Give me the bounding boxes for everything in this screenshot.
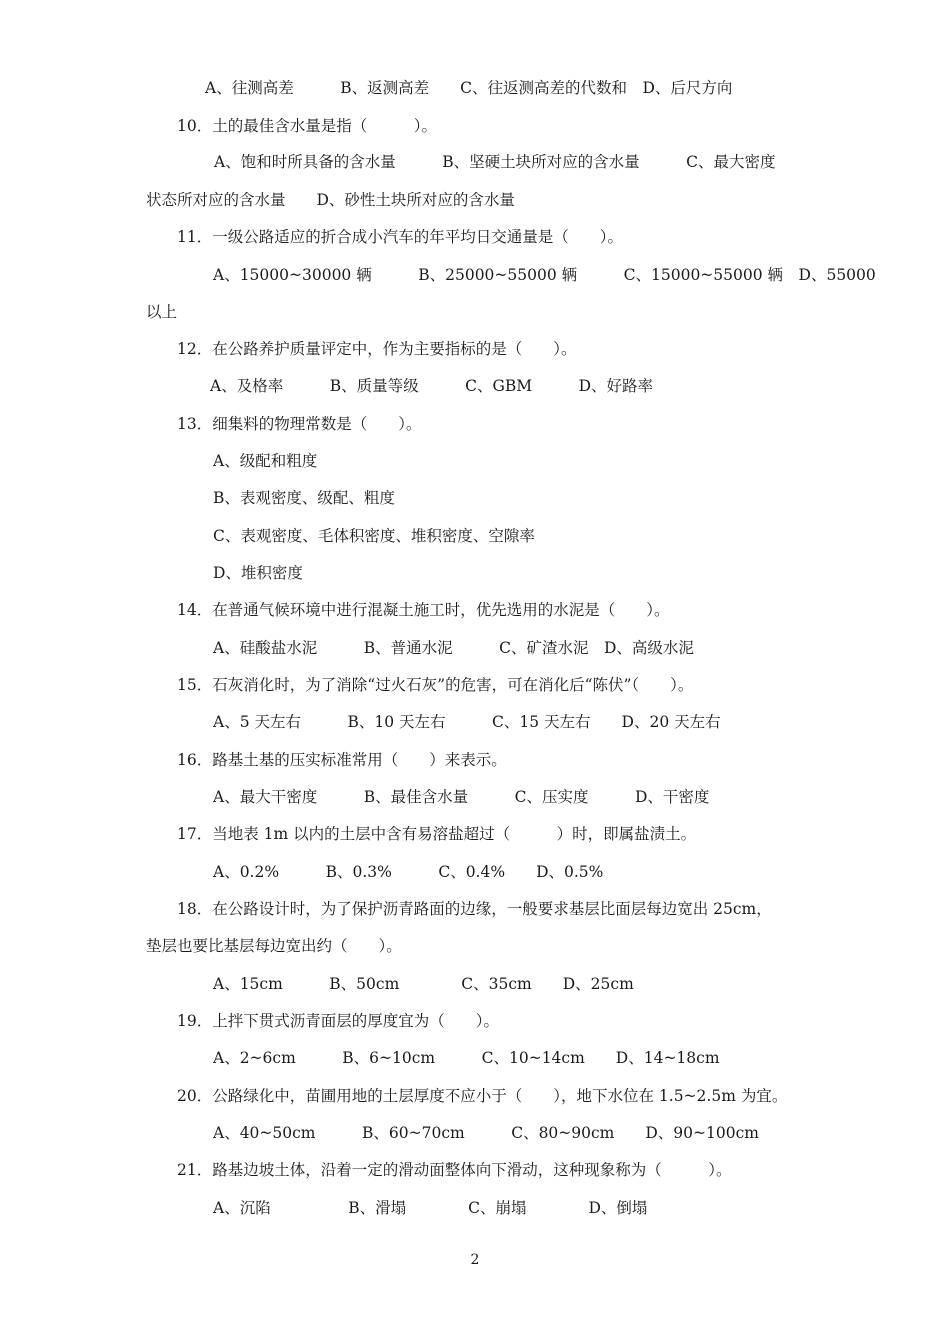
q13-option-b: B、表观密度、级配、粗度 [213, 489, 395, 507]
q21-question: 21．路基边坡土体，沿着一定的滑动面整体向下滑动，这种现象称为（ ）。 [177, 1161, 732, 1179]
q15-options: A、5 天左右 B、10 天左右 C、15 天左右 D、20 天左右 [213, 713, 721, 731]
q11-question: 11．一级公路适应的折合成小汽车的年平均日交通量是（ ）。 [177, 228, 623, 246]
q17-options: A、0.2% B、0.3% C、0.4% D、0.5% [213, 863, 604, 881]
q13-question: 13．细集料的物理常数是（ ）。 [177, 415, 422, 433]
q12-options: A、及格率 B、质量等级 C、GBM D、好路率 [210, 377, 654, 395]
q18-question-line2: 垫层也要比基层每边宽出约（ ）。 [146, 937, 402, 955]
q13-option-a: A、级配和粗度 [213, 452, 318, 470]
page-number: 2 [470, 1252, 480, 1268]
q16-options: A、最大干密度 B、最佳含水量 C、压实度 D、干密度 [213, 788, 710, 806]
q20-question: 20．公路绿化中，苗圃用地的土层厚度不应小于（ ），地下水位在 1.5~2.5m 为宜。 [177, 1087, 788, 1105]
q18-question-line1: 18．在公路设计时，为了保护沥青路面的边缘，一般要求基层比面层每边宽出 25cm， [177, 900, 772, 918]
q15-question: 15．石灰消化时，为了消除“过火石灰”的危害，可在消化后“陈伏”（ ）。 [177, 676, 694, 694]
q11-options-line2: 以上 [146, 303, 178, 321]
q10-options-line1: A、饱和时所具备的含水量 B、坚硬土块所对应的含水量 C、最大密度 [214, 153, 776, 171]
q12-question: 12．在公路养护质量评定中，作为主要指标的是（ ）。 [177, 340, 577, 358]
q9-options: A、往测高差 B、返测高差 C、往返测高差的代数和 D、后尺方向 [205, 79, 733, 97]
q14-options: A、硅酸盐水泥 B、普通水泥 C、矿渣水泥 D、高级水泥 [213, 639, 694, 657]
q20-options: A、40~50cm B、60~70cm C、80~90cm D、90~100cm [213, 1124, 759, 1142]
q10-options-line2: 状态所对应的含水量 D、砂性土块所对应的含水量 [146, 191, 515, 209]
q19-question: 19．上拌下贯式沥青面层的厚度宜为（ ）。 [177, 1012, 499, 1030]
q21-options: A、沉陷 B、滑塌 C、崩塌 D、倒塌 [213, 1199, 648, 1217]
q16-question: 16．路基土基的压实标准常用（ ）来表示。 [177, 751, 507, 769]
q19-options: A、2~6cm B、6~10cm C、10~14cm D、14~18cm [213, 1049, 720, 1067]
q13-option-d: D、堆积密度 [213, 564, 303, 582]
q18-options: A、15cm B、50cm C、35cm D、25cm [213, 975, 634, 993]
q10-question: 10．土的最佳含水量是指（ ）。 [177, 117, 437, 135]
q14-question: 14．在普通气候环境中进行混凝土施工时，优先选用的水泥是（ ）。 [177, 601, 670, 619]
q17-question: 17．当地表 1m 以内的土层中含有易溶盐超过（ ）时，即属盐渍土。 [177, 825, 697, 843]
q13-option-c: C、表观密度、毛体积密度、堆积密度、空隙率 [213, 527, 535, 545]
q11-options-line1: A、15000~30000 辆 B、25000~55000 辆 C、15000~55000 辆 D、55000 [213, 266, 876, 284]
